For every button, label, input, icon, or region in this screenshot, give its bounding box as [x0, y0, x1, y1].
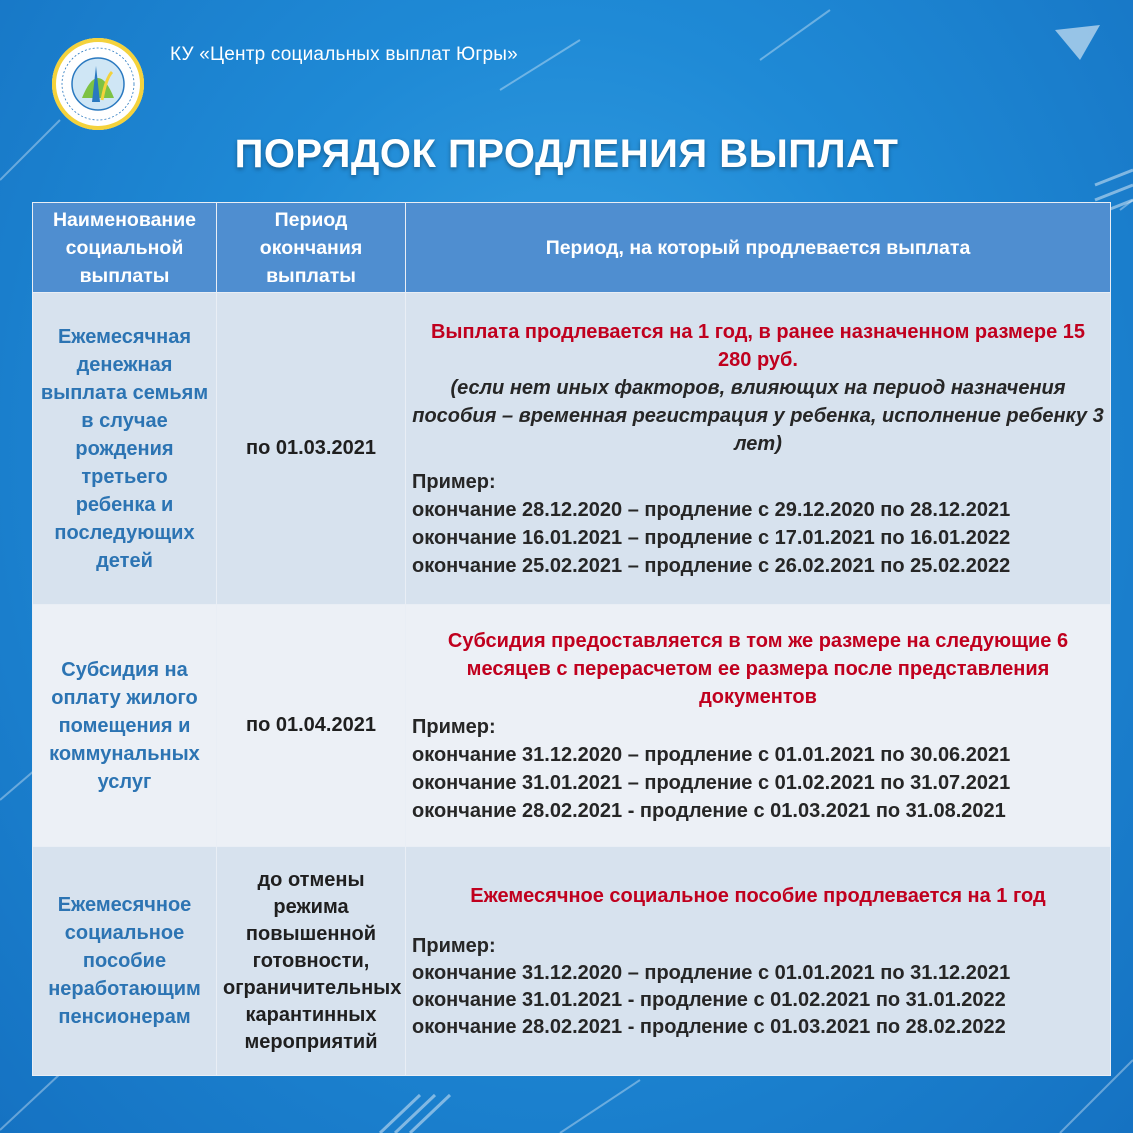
- organization-logo: [52, 38, 144, 130]
- extension-details: [406, 605, 1111, 847]
- organization-name: КУ «Центр социальных выплат Югры»: [170, 44, 518, 65]
- example-line: окончание 25.02.2021 – продление с 26.02.2021 по 25.02.2022: [412, 554, 1011, 577]
- example-line: окончание 31.01.2021 - продление с 01.02.2021 по 31.01.2022: [412, 988, 1006, 1011]
- example-line: окончание 28.02.2021 - продление с 01.03.2021 по 31.08.2021: [412, 799, 1006, 822]
- example-line: окончание 16.01.2021 – продление с 17.01.2021 по 16.01.2022: [412, 526, 1011, 549]
- example-label: Пример:: [412, 934, 496, 957]
- extension-details: [406, 847, 1111, 1076]
- table-row: [33, 847, 1111, 1076]
- example-line: окончание 31.01.2021 – продление с 01.02.2021 по 31.07.2021: [412, 771, 1011, 794]
- page-title: ПОРЯДОК ПРОДЛЕНИЯ ВЫПЛАТ: [234, 132, 899, 176]
- payments-table: [32, 202, 1111, 1076]
- extension-rule: Субсидия предоставляется в том же размере на следующие 6 месяцев с перерасчетом ее размера после представления документов: [447, 629, 1069, 708]
- extension-rule: Ежемесячное социальное пособие продлевается на 1 год: [470, 884, 1046, 907]
- payment-end-period: по 01.04.2021: [217, 605, 406, 847]
- extension-details: [406, 293, 1111, 605]
- column-header-period: Период окончания выплаты: [217, 203, 406, 293]
- payment-name: Ежемесячная денежная выплата семьям в случае рождения третьего ребенка и последующих детей: [33, 293, 217, 605]
- extension-rule: Выплата продлевается на 1 год, в ранее назначенном размере 15 280 руб.: [430, 320, 1086, 371]
- example-label: Пример:: [412, 470, 496, 493]
- payment-name: Ежемесячное социальное пособие неработающим пенсионерам: [33, 847, 217, 1076]
- example-line: окончание 28.12.2020 – продление с 29.12.2020 по 28.12.2021: [412, 498, 1011, 521]
- payment-end-period: до отмены режима повышенной готовности, ограничительных карантинных мероприятий: [217, 847, 406, 1076]
- table-row: [33, 605, 1111, 847]
- table-row: [33, 293, 1111, 605]
- payment-end-period: по 01.03.2021: [217, 293, 406, 605]
- emblem-icon: [52, 38, 144, 130]
- column-header-extension: Период, на который продлевается выплата: [406, 203, 1111, 293]
- example-label: Пример:: [412, 715, 496, 738]
- table-header-row: [33, 203, 1111, 293]
- column-header-name: Наименование социальной выплаты: [33, 203, 217, 293]
- example-line: окончание 31.12.2020 – продление с 01.01.2021 по 30.06.2021: [412, 743, 1011, 766]
- example-line: окончание 28.02.2021 - продление с 01.03.2021 по 28.02.2022: [412, 1015, 1006, 1038]
- payment-name: Субсидия на оплату жилого помещения и коммунальных услуг: [33, 605, 217, 847]
- extension-note: (если нет иных факторов, влияющих на период назначения пособия – временная регистрация у ребенка, исполнение ребенку 3 лет): [412, 376, 1104, 455]
- example-line: окончание 31.12.2020 – продление с 01.01.2021 по 31.12.2021: [412, 961, 1011, 984]
